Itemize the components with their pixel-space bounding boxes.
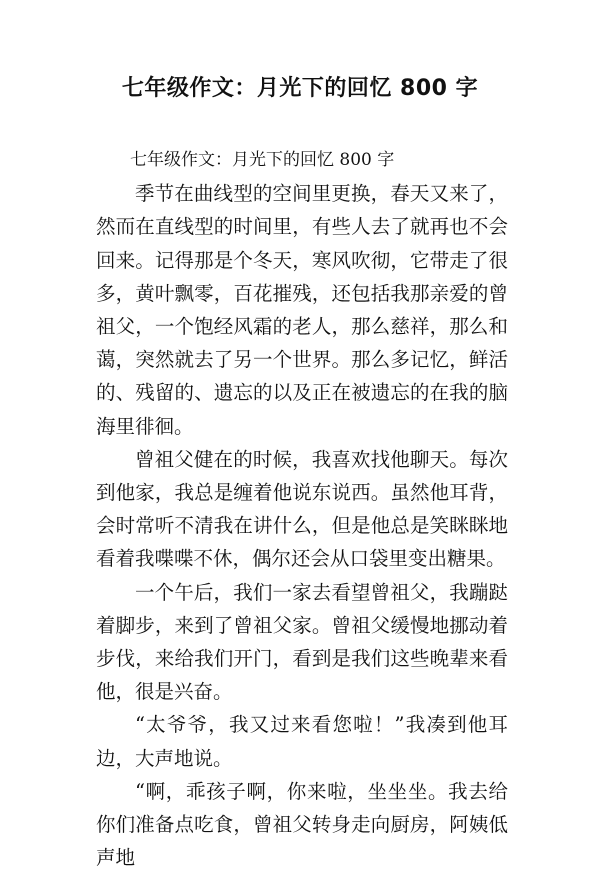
paragraph: “太爷爷，我又过来看您啦！”我凑到他耳边，大声地说。 (96, 713, 508, 770)
paragraph: 曾祖父健在的时候，我喜欢找他聊天。每次到他家，我总是缠着他说东说西。虽然他耳背，会时常听不清我在讲什么，但是他总是笑眯眯地看着我喋喋不休，偶尔还会从口袋里变出糖果。 (96, 447, 508, 571)
paragraph: “啊，乖孩子啊，你来啦，坐坐坐。我去给你们准备点吃食，曾祖父转身走向厨房，阿姨低声地 (96, 779, 508, 870)
document-subtitle: 七年级作文：月光下的回忆 800 字 (130, 150, 395, 170)
document-body (96, 144, 508, 874)
paragraph: 季节在曲线型的空间里更换，春天又来了，然而在直线型的时间里，有些人去了就再也不会回来。记得那是个冬天，寒风吹彻，它带走了很多，黄叶飘零，百花摧残，还包括我那亲爱的曾祖父，一个饱经风霜的老人，那么慈祥，那么和蔼，突然就去了另一个世界。那么多记忆，鲜活的、残留的、遗忘的以及正在被遗忘的在我的脑海里徘徊。 (96, 182, 508, 438)
paragraph: 一个午后，我们一家去看望曾祖父，我蹦跶着脚步，来到了曾祖父家。曾祖父缓慢地挪动着步伐，来给我们开门，看到是我们这些晚辈来看他，很是兴奋。 (96, 580, 508, 704)
document-title: 七年级作文：月光下的回忆 800 字 (121, 76, 479, 101)
